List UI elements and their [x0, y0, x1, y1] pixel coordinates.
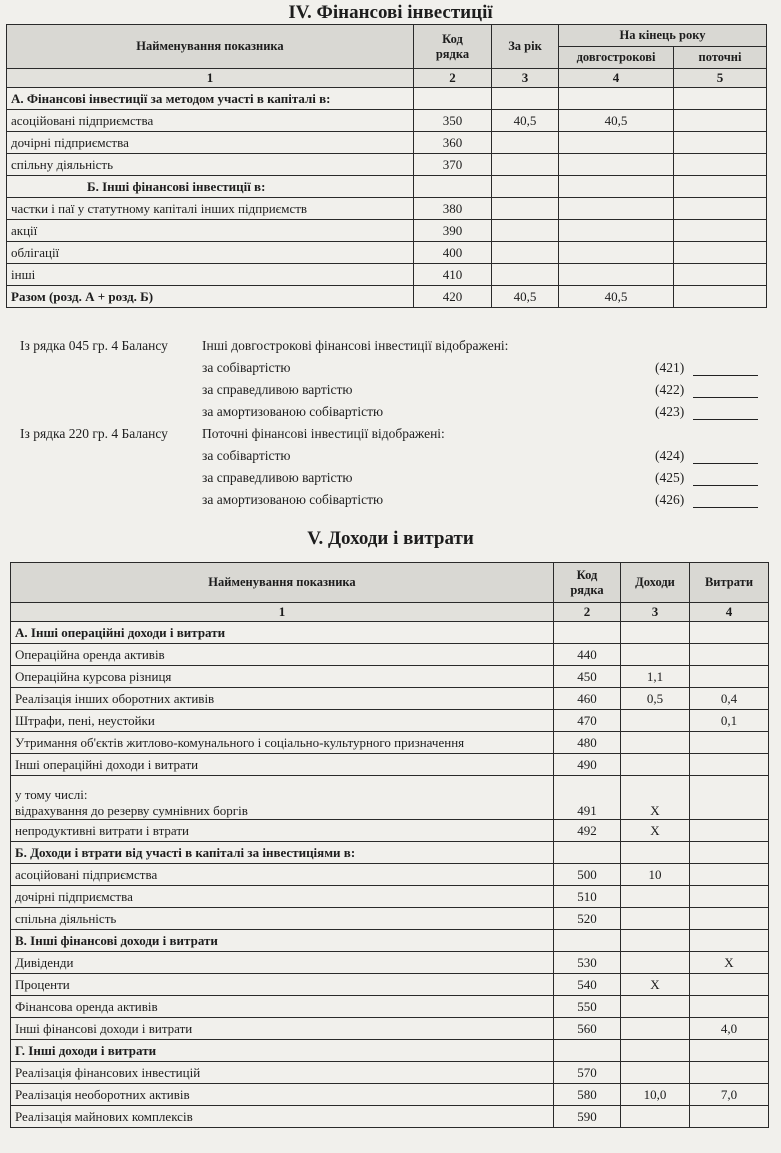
row-code: 530 — [554, 952, 621, 974]
row-name: інші — [7, 264, 414, 286]
row-expense-value — [690, 886, 769, 908]
row-name: дочірні підприємства — [11, 886, 554, 908]
table-row — [7, 286, 767, 308]
row-year-value — [492, 220, 559, 242]
row-name: Дивіденди — [11, 952, 554, 974]
row-income-value — [621, 952, 690, 974]
table-row — [11, 1018, 769, 1040]
row-code — [554, 930, 621, 952]
row-expense-value: 7,0 — [690, 1084, 769, 1106]
row-expense-value — [690, 842, 769, 864]
row-year-value — [492, 88, 559, 110]
header-code-line2: рядка — [435, 46, 470, 61]
footnote-cur-title: Поточні фінансові інвестиції відображені: — [202, 426, 445, 441]
row-name: Разом (розд. А + розд. Б) — [7, 286, 414, 308]
table-row — [11, 886, 769, 908]
row-code — [554, 842, 621, 864]
header-name: Найменування показника — [11, 563, 554, 603]
table-row — [7, 110, 767, 132]
table-row — [11, 666, 769, 688]
row-long-term-value — [559, 198, 674, 220]
row-income-value: 1,1 — [621, 666, 690, 688]
footnote-blank-line — [693, 507, 758, 508]
row-name: Операційна оренда активів — [11, 644, 554, 666]
col-num: 4 — [690, 603, 769, 622]
row-code — [414, 88, 492, 110]
footnote-row045: Із рядка 045 гр. 4 Балансу — [20, 338, 168, 353]
col-num: 5 — [674, 69, 767, 88]
table-row — [7, 198, 767, 220]
row-code: 520 — [554, 908, 621, 930]
header-end-of-year: На кінець року — [559, 25, 767, 47]
header-income: Доходи — [621, 563, 690, 603]
row-long-term-value — [559, 88, 674, 110]
table-row — [11, 622, 769, 644]
financial-investments-table — [6, 24, 767, 308]
row-name: Фінансова оренда активів — [11, 996, 554, 1018]
table-row — [11, 996, 769, 1018]
row-code: 510 — [554, 886, 621, 908]
row-code — [554, 1040, 621, 1062]
row-code — [554, 622, 621, 644]
footnote-item: за справедливою вартістю — [202, 382, 353, 397]
row-expense-value — [690, 666, 769, 688]
row-long-term-value — [559, 220, 674, 242]
footnote-item: за собівартістю — [202, 360, 291, 375]
row-name: Проценти — [11, 974, 554, 996]
row-income-value — [621, 732, 690, 754]
footnote-long-title: Інші довгострокові фінансові інвестиції відображені: — [202, 338, 509, 353]
row-name: непродуктивні витрати і втрати — [11, 820, 554, 842]
row-expense-value: 0,4 — [690, 688, 769, 710]
table-row — [11, 974, 769, 996]
header-code-line1: Код — [442, 31, 463, 46]
footnote-blank-line — [693, 485, 758, 486]
row-year-value — [492, 264, 559, 286]
row-expense-value — [690, 732, 769, 754]
row-long-term-value — [559, 132, 674, 154]
footnote-code: (424) — [655, 448, 685, 463]
col-num: 3 — [621, 603, 690, 622]
row-current-value — [674, 242, 767, 264]
row-name: Інші фінансові доходи і витрати — [11, 1018, 554, 1040]
table-row — [7, 220, 767, 242]
row-current-value — [674, 264, 767, 286]
row-year-value — [492, 154, 559, 176]
table-row — [11, 754, 769, 776]
row-expense-value — [690, 908, 769, 930]
row-name: Реалізація майнових комплексів — [11, 1106, 554, 1128]
row-code: 480 — [554, 732, 621, 754]
row-year-value: 40,5 — [492, 286, 559, 308]
row-income-value: Х — [621, 820, 690, 842]
row-expense-value — [690, 930, 769, 952]
footnote-code: (423) — [655, 404, 685, 419]
row-expense-value — [690, 996, 769, 1018]
table-row — [7, 88, 767, 110]
row-income-value — [621, 644, 690, 666]
row-name-line1: у тому числі: — [15, 787, 88, 802]
row-income-value: 10 — [621, 864, 690, 886]
row-code: 590 — [554, 1106, 621, 1128]
row-name: спільну діяльність — [7, 154, 414, 176]
footnote-blank-line — [693, 463, 758, 464]
row-name: А. Фінансові інвестиції за методом участі в капіталі в: — [7, 88, 414, 110]
row-code: 460 — [554, 688, 621, 710]
row-income-value — [621, 1062, 690, 1084]
table-row — [7, 176, 767, 198]
row-code: 470 — [554, 710, 621, 732]
table-row — [7, 154, 767, 176]
row-income-value — [621, 1040, 690, 1062]
row-code: 580 — [554, 1084, 621, 1106]
header-year: За рік — [492, 25, 559, 69]
row-code: 420 — [414, 286, 492, 308]
row-income-value — [621, 754, 690, 776]
row-code: 410 — [414, 264, 492, 286]
row-code: 550 — [554, 996, 621, 1018]
footnote-code: (421) — [655, 360, 685, 375]
row-current-value — [674, 88, 767, 110]
row-expense-value — [690, 1040, 769, 1062]
row-income-value — [621, 710, 690, 732]
table-row — [11, 1062, 769, 1084]
row-name: асоційовані підприємства — [7, 110, 414, 132]
table-row — [7, 132, 767, 154]
table-row — [11, 688, 769, 710]
footnote-blank-line — [693, 397, 758, 398]
row-current-value — [674, 110, 767, 132]
header-code-line1: Код — [576, 567, 598, 582]
row-long-term-value — [559, 242, 674, 264]
header-code — [414, 25, 492, 69]
table-row — [7, 242, 767, 264]
row-expense-value — [690, 776, 769, 820]
row-code: 350 — [414, 110, 492, 132]
table-row — [11, 644, 769, 666]
header-name: Найменування показника — [7, 25, 414, 69]
row-long-term-value — [559, 264, 674, 286]
row-income-value: 0,5 — [621, 688, 690, 710]
row-income-value — [621, 930, 690, 952]
row-current-value — [674, 154, 767, 176]
row-name: облігації — [7, 242, 414, 264]
row-name: Реалізація фінансових інвестицій — [11, 1062, 554, 1084]
table-row — [11, 908, 769, 930]
row-expense-value — [690, 622, 769, 644]
row-income-value — [621, 886, 690, 908]
row-name: Б. Доходи і втрати від участі в капіталі за інвестиціями в: — [11, 842, 554, 864]
row-code: 370 — [414, 154, 492, 176]
row-name: Інші операційні доходи і витрати — [11, 754, 554, 776]
col-num: 1 — [7, 69, 414, 88]
row-expense-value — [690, 974, 769, 996]
section-5-title: V. Доходи і витрати — [307, 528, 474, 549]
table-row — [7, 264, 767, 286]
row-code: 450 — [554, 666, 621, 688]
row-expense-value — [690, 754, 769, 776]
row-name — [11, 776, 554, 820]
row-long-term-value: 40,5 — [559, 286, 674, 308]
column-numbers-row — [7, 69, 767, 88]
row-current-value — [674, 132, 767, 154]
row-name: Операційна курсова різниця — [11, 666, 554, 688]
row-name: А. Інші операційні доходи і витрати — [11, 622, 554, 644]
row-income-value — [621, 1106, 690, 1128]
table-row — [11, 952, 769, 974]
col-num: 1 — [11, 603, 554, 622]
footnote-item: за собівартістю — [202, 448, 291, 463]
footnote-blank-line — [693, 419, 758, 420]
header-long-term: довгострокові — [559, 47, 674, 69]
income-expenses-table — [10, 562, 769, 1128]
table-row — [11, 1106, 769, 1128]
row-code: 360 — [414, 132, 492, 154]
row-income-value: Х — [621, 776, 690, 820]
row-income-value — [621, 908, 690, 930]
table-row — [11, 820, 769, 842]
table-row — [11, 864, 769, 886]
row-code: 560 — [554, 1018, 621, 1040]
row-current-value — [674, 176, 767, 198]
row-name: Г. Інші доходи і витрати — [11, 1040, 554, 1062]
row-code: 540 — [554, 974, 621, 996]
footnote-code: (425) — [655, 470, 685, 485]
header-code — [554, 563, 621, 603]
row-code: 492 — [554, 820, 621, 842]
row-name: асоційовані підприємства — [11, 864, 554, 886]
row-code: 490 — [554, 754, 621, 776]
footnote-item: за справедливою вартістю — [202, 470, 353, 485]
col-num: 4 — [559, 69, 674, 88]
row-expense-value — [690, 820, 769, 842]
row-expense-value: Х — [690, 952, 769, 974]
row-income-value — [621, 1018, 690, 1040]
row-current-value — [674, 286, 767, 308]
footnote-code: (426) — [655, 492, 685, 507]
row-current-value — [674, 198, 767, 220]
row-code: 500 — [554, 864, 621, 886]
row-name-line2: відрахування до резерву сумнівних боргів — [15, 803, 248, 818]
row-code: 400 — [414, 242, 492, 264]
row-expense-value — [690, 644, 769, 666]
footnote-item: за амортизованою собівартістю — [202, 404, 384, 419]
row-name: частки і паї у статутному капіталі інших підприємств — [7, 198, 414, 220]
row-current-value — [674, 220, 767, 242]
row-name: дочірні підприємства — [7, 132, 414, 154]
row-income-value: 10,0 — [621, 1084, 690, 1106]
row-name: Реалізація інших оборотних активів — [11, 688, 554, 710]
row-code: 491 — [554, 776, 621, 820]
table-row — [11, 930, 769, 952]
row-expense-value — [690, 864, 769, 886]
section-4-title: IV. Фінансові інвестиції — [288, 2, 493, 23]
row-name: акції — [7, 220, 414, 242]
row-expense-value — [690, 1062, 769, 1084]
row-code: 440 — [554, 644, 621, 666]
row-long-term-value: 40,5 — [559, 110, 674, 132]
row-expense-value: 0,1 — [690, 710, 769, 732]
row-income-value — [621, 622, 690, 644]
col-num: 2 — [554, 603, 621, 622]
row-long-term-value — [559, 154, 674, 176]
table-row — [11, 776, 769, 820]
header-expenses: Витрати — [690, 563, 769, 603]
footnote-code: (422) — [655, 382, 685, 397]
row-name: Б. Інші фінансові інвестиції в: — [7, 176, 414, 198]
row-name: Реалізація необоротних активів — [11, 1084, 554, 1106]
table-row — [11, 1040, 769, 1062]
col-num: 2 — [414, 69, 492, 88]
row-income-value — [621, 842, 690, 864]
row-name: Штрафи, пені, неустойки — [11, 710, 554, 732]
row-income-value — [621, 996, 690, 1018]
col-num: 3 — [492, 69, 559, 88]
table-row — [11, 732, 769, 754]
footnote-row220: Із рядка 220 гр. 4 Балансу — [20, 426, 168, 441]
row-name: В. Інші фінансові доходи і витрати — [11, 930, 554, 952]
row-year-value — [492, 242, 559, 264]
row-code — [414, 176, 492, 198]
row-year-value — [492, 198, 559, 220]
row-code: 380 — [414, 198, 492, 220]
footnote-blank-line — [693, 375, 758, 376]
row-income-value: Х — [621, 974, 690, 996]
header-current: поточні — [674, 47, 767, 69]
table-row — [11, 1084, 769, 1106]
row-expense-value: 4,0 — [690, 1018, 769, 1040]
column-numbers-row — [11, 603, 769, 622]
row-year-value — [492, 132, 559, 154]
table-row — [11, 710, 769, 732]
row-year-value: 40,5 — [492, 110, 559, 132]
table-row — [11, 842, 769, 864]
row-name: Утримання об'єктів житлово-комунального і соціально-культурного призначення — [11, 732, 554, 754]
row-code: 390 — [414, 220, 492, 242]
row-long-term-value — [559, 176, 674, 198]
header-code-line2: рядка — [570, 582, 604, 597]
row-code: 570 — [554, 1062, 621, 1084]
row-year-value — [492, 176, 559, 198]
row-name: спільна діяльність — [11, 908, 554, 930]
row-expense-value — [690, 1106, 769, 1128]
footnote-item: за амортизованою собівартістю — [202, 492, 384, 507]
